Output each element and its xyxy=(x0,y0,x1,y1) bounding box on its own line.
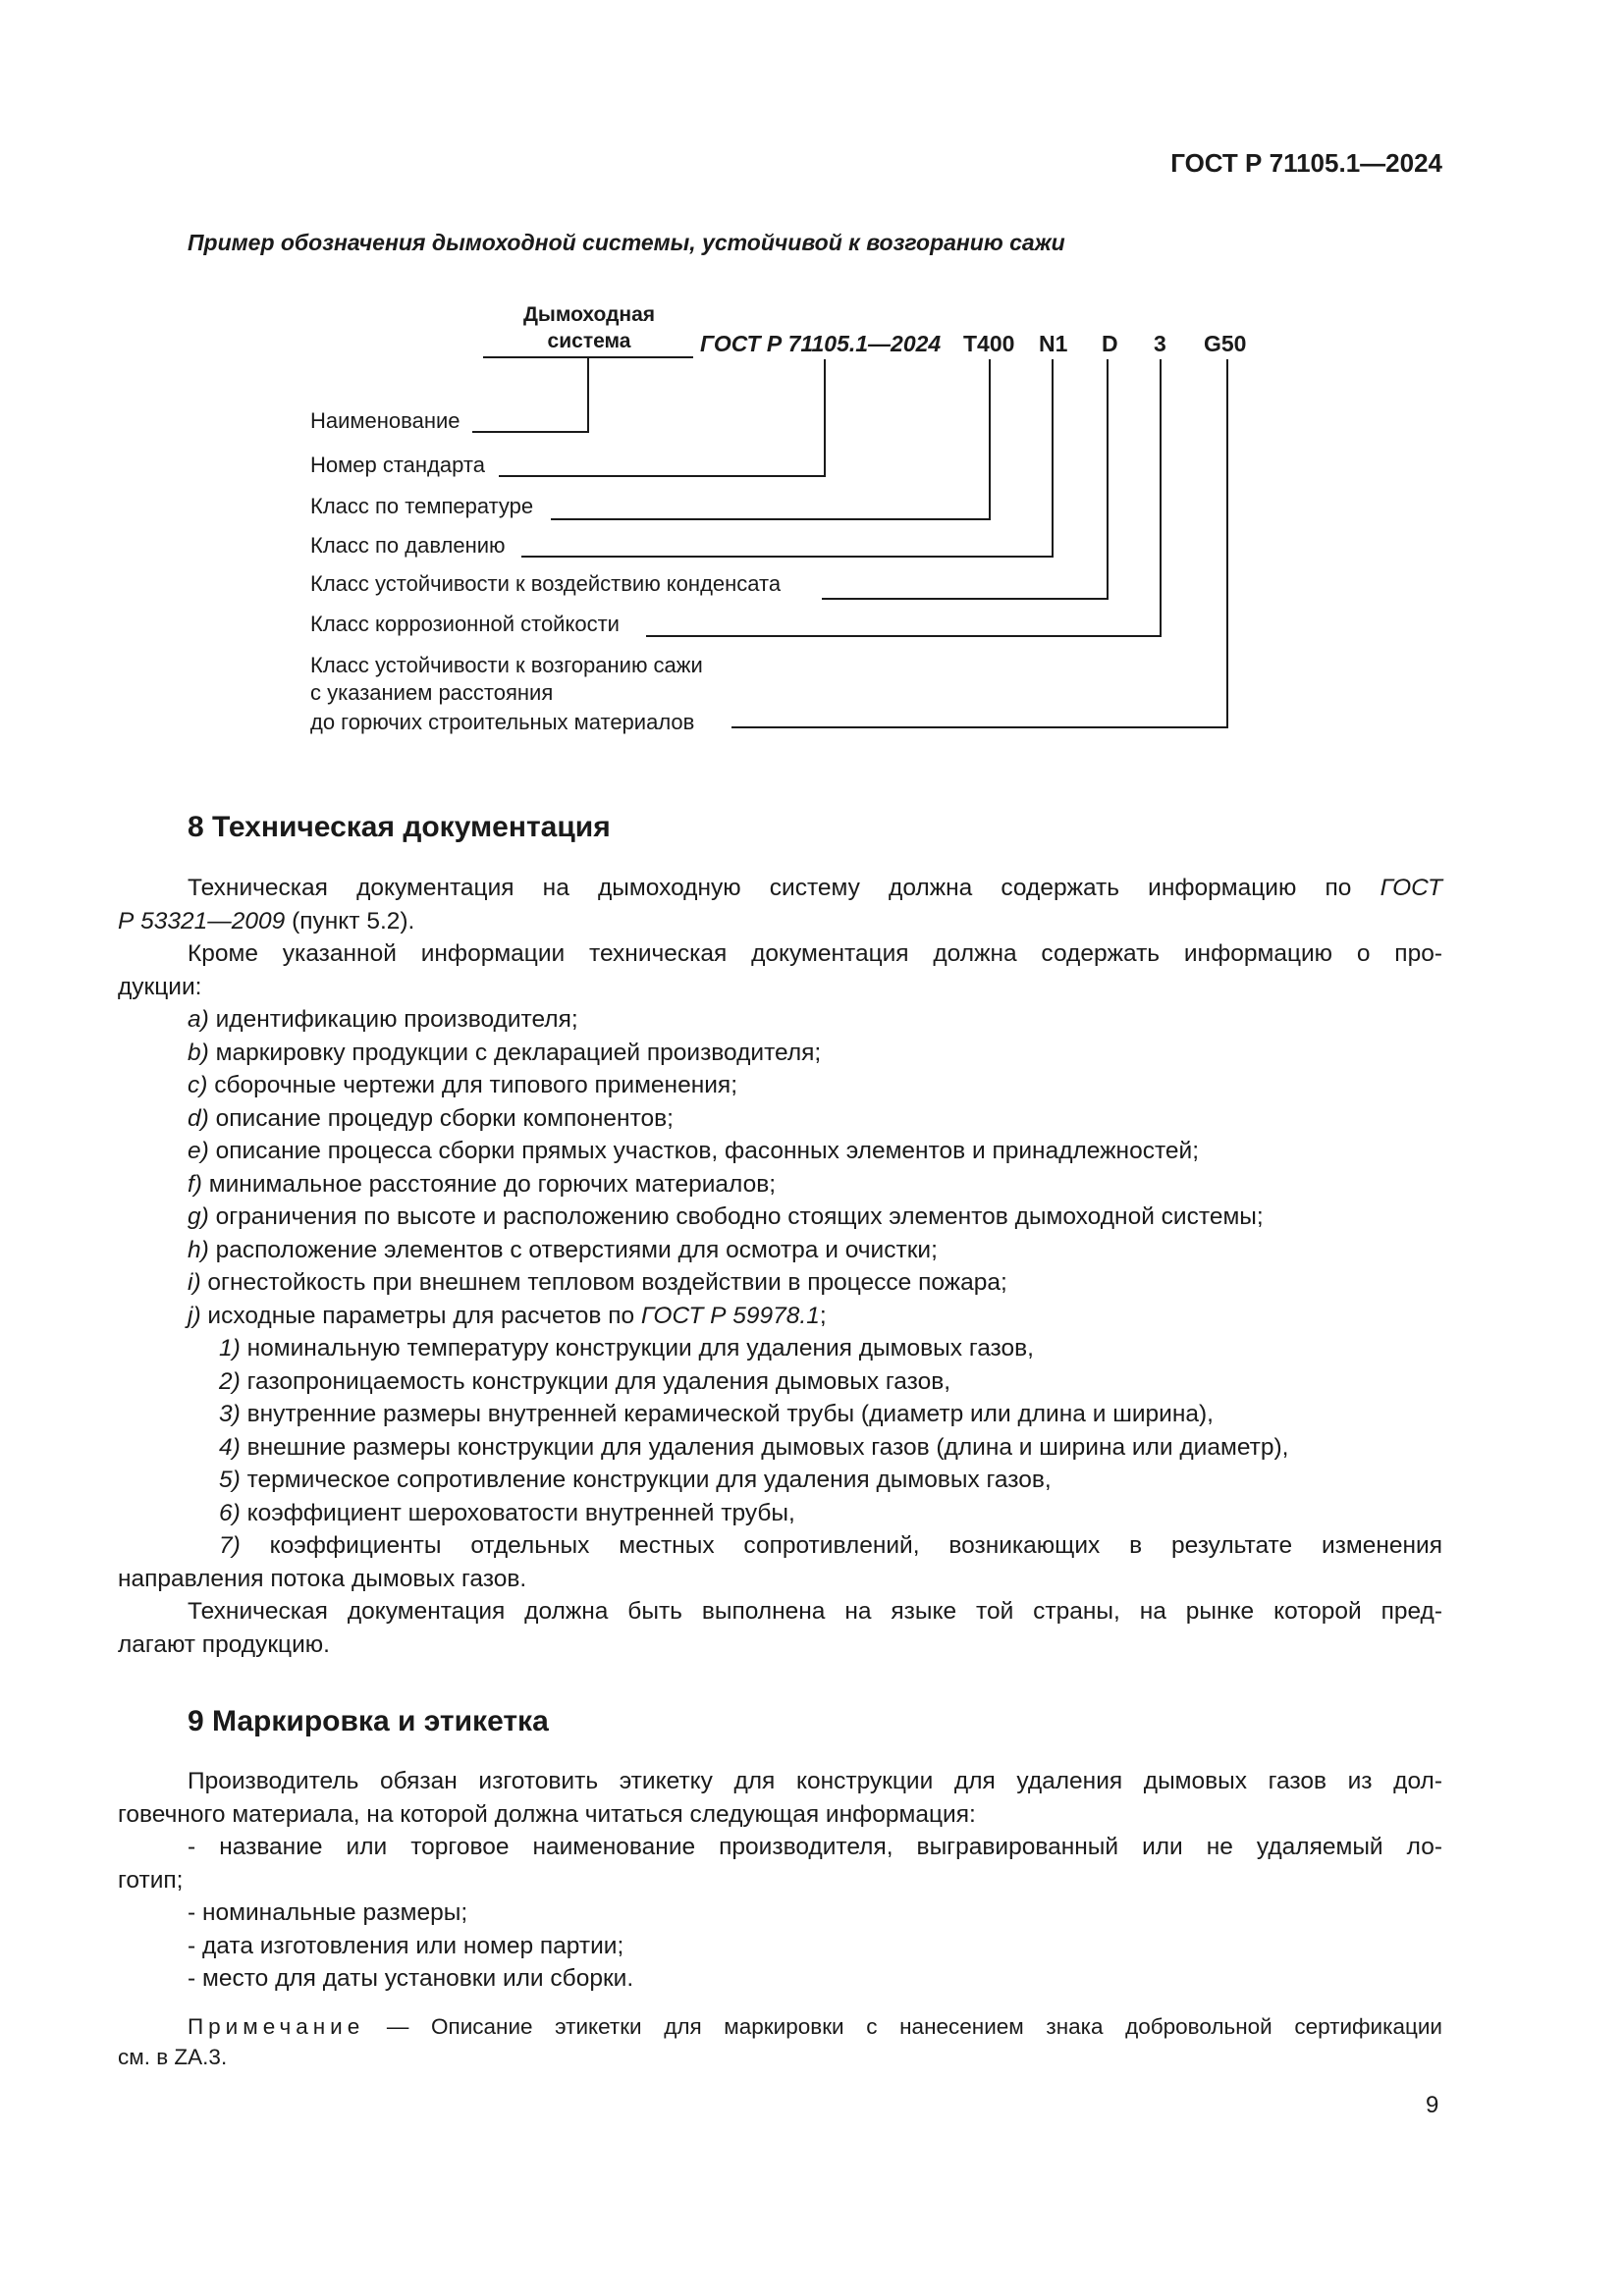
text-segment: дукции: xyxy=(118,973,202,1000)
designation-diagram xyxy=(0,0,1624,785)
dash-line xyxy=(118,1962,1442,1996)
label-soot-1: Класс устойчивости к возгоранию сажи xyxy=(310,653,703,677)
code-pressure: N1 xyxy=(1039,331,1068,356)
text-segment: ограничения по высоте и расположению свободно стоящих элементов дымоходной системы; xyxy=(215,1203,1264,1230)
item-line xyxy=(118,1201,1442,1234)
list-marker: d) xyxy=(188,1104,209,1132)
item-line xyxy=(118,1234,1442,1267)
paragraph-line xyxy=(118,1765,1442,1798)
item-line xyxy=(118,1069,1442,1102)
label-corrosion: Класс коррозионной стойкости xyxy=(310,612,620,636)
code-corrosion: 3 xyxy=(1154,331,1166,356)
note-line xyxy=(118,2011,1442,2042)
note xyxy=(118,2011,1442,2072)
list-marker: - xyxy=(188,1932,196,1959)
subitem-line xyxy=(118,1365,1442,1399)
text-segment: огнестойкость при внешнем тепловом воздействии в процессе пожара; xyxy=(207,1269,1007,1296)
label-temperature: Класс по температуре xyxy=(310,494,534,518)
item-line xyxy=(118,1300,1442,1333)
list-marker: c) xyxy=(188,1072,208,1098)
dash-line xyxy=(118,1864,1442,1897)
section-9-heading: 9 Маркировка и этикетка xyxy=(188,1705,549,1737)
list-marker: - xyxy=(188,1834,196,1860)
document-code-header: ГОСТ Р 71105.1—2024 xyxy=(1170,148,1442,178)
text-segment: описание процесса сборки прямых участков, фасонных элементов и принадлежностей; xyxy=(215,1138,1200,1164)
text-segment: расположение элементов с отверстиями для осмотра и очистки; xyxy=(215,1236,938,1263)
paragraph-line xyxy=(118,1595,1442,1629)
paragraph-line xyxy=(118,937,1442,971)
list-marker: j) xyxy=(188,1302,201,1329)
list-marker: 5) xyxy=(219,1467,241,1493)
list-marker: 2) xyxy=(219,1367,241,1395)
item-line xyxy=(118,1135,1442,1168)
text-segment: см. в ZA.3. xyxy=(118,2045,228,2069)
list-marker: a) xyxy=(188,1006,209,1033)
example-title: Пример обозначения дымоходной системы, устойчивой к возгоранию сажи xyxy=(188,230,1065,255)
text-segment: внутренние размеры внутренней керамической трубы (диаметр или длина и ширина), xyxy=(246,1401,1214,1427)
text-segment: Производитель обязан изготовить этикетку для конструкции для удаления дымовых газов из дол- xyxy=(188,1768,1442,1794)
label-soot-3: до горючих строительных материалов xyxy=(310,710,695,734)
text-segment: говечного материала, на которой должна читаться следующая информация: xyxy=(118,1800,976,1828)
text-segment: термическое сопротивление конструкции для удаления дымовых газов, xyxy=(246,1467,1052,1493)
list-marker: b) xyxy=(188,1039,209,1066)
subitem-line xyxy=(118,1464,1442,1497)
paragraph-line xyxy=(118,1798,1442,1832)
dash-line xyxy=(118,1896,1442,1930)
item-line xyxy=(118,1037,1442,1070)
subitem-line xyxy=(118,1398,1442,1431)
list-marker: g) xyxy=(188,1203,209,1230)
list-marker: e) xyxy=(188,1138,209,1164)
leader-name xyxy=(472,357,588,432)
item-line xyxy=(118,1168,1442,1201)
text-segment: направления потока дымовых газов. xyxy=(118,1565,527,1592)
standard-code: ГОСТ Р 71105.1—2024 xyxy=(700,331,942,356)
list-marker: i) xyxy=(188,1269,201,1296)
reference-text: Р 53321—2009 xyxy=(118,907,286,934)
item-line xyxy=(118,1102,1442,1136)
text-segment: название или торговое наименование производителя, выгравированный или не удаляемый ло- xyxy=(219,1834,1442,1860)
text-segment: внешние размеры конструкции для удаления дымовых газов (длина и ширина или диаметр), xyxy=(246,1433,1289,1461)
paragraph-line xyxy=(118,971,1442,1004)
note-line xyxy=(118,2042,1442,2072)
dash-line xyxy=(118,1831,1442,1864)
text-segment: Техническая документация должна быть выполнена на языке той страны, на рынке которой пред- xyxy=(188,1598,1442,1625)
reference-text: ГОСТ xyxy=(1380,875,1442,901)
paragraph-line xyxy=(118,905,1442,938)
list-marker: h) xyxy=(188,1236,209,1263)
subitem-line xyxy=(118,1563,1442,1596)
list-marker: 3) xyxy=(219,1401,241,1427)
list-marker: f) xyxy=(188,1170,202,1198)
page-number: 9 xyxy=(1426,2092,1439,2118)
code-temperature: T400 xyxy=(963,331,1015,356)
section-9-body xyxy=(118,1765,1442,1996)
label-name: Наименование xyxy=(310,408,460,433)
section-8-body xyxy=(118,872,1442,1661)
label-soot-2: с указанием расстояния xyxy=(310,680,554,705)
text-segment: лагают продукцию. xyxy=(118,1630,330,1658)
text-segment: минимальное расстояние до горючих материалов; xyxy=(208,1170,777,1198)
list-marker: 4) xyxy=(219,1433,241,1461)
text-segment: ; xyxy=(819,1302,827,1329)
text-segment: дата изготовления или номер партии; xyxy=(201,1932,624,1959)
list-marker: 7) xyxy=(219,1532,241,1559)
text-segment: идентификацию производителя; xyxy=(215,1006,578,1033)
paragraph-line xyxy=(118,1629,1442,1662)
leader-condensate xyxy=(822,359,1108,599)
text-segment: Техническая документация на дымоходную систему должна содержать информацию по xyxy=(188,875,1380,901)
list-marker: - xyxy=(188,1899,196,1926)
leader-soot xyxy=(731,359,1227,727)
item-line xyxy=(118,1003,1442,1037)
list-marker: Примечание xyxy=(188,2014,365,2039)
paragraph-line xyxy=(118,872,1442,905)
code-soot: G50 xyxy=(1204,331,1247,356)
label-condensate: Класс устойчивости к воздействию конденсата xyxy=(310,571,782,596)
subitem-line xyxy=(118,1497,1442,1530)
label-standard: Номер стандарта xyxy=(310,453,485,477)
top-label-2: система xyxy=(547,330,631,352)
list-marker: 6) xyxy=(219,1499,241,1526)
text-segment: (пункт 5.2). xyxy=(285,907,415,934)
section-8-heading: 8 Техническая документация xyxy=(188,811,611,843)
subitem-line xyxy=(118,1529,1442,1563)
text-segment: номинальные размеры; xyxy=(201,1899,468,1926)
reference-text: ГОСТ Р 59978.1 xyxy=(640,1302,820,1329)
leader-standard xyxy=(499,359,825,476)
text-segment: коэффициенты отдельных местных сопротивлений, возникающих в результате изменения xyxy=(269,1532,1443,1559)
text-segment: сборочные чертежи для типового применения; xyxy=(214,1072,738,1098)
leader-pressure xyxy=(521,359,1053,557)
text-segment: коэффициент шероховатости внутренней трубы, xyxy=(246,1499,795,1526)
label-pressure: Класс по давлению xyxy=(310,533,506,558)
text-segment: газопроницаемость конструкции для удаления дымовых газов, xyxy=(246,1367,951,1395)
text-segment: готип; xyxy=(118,1866,184,1894)
top-label-1: Дымоходная xyxy=(522,303,656,326)
leader-temperature xyxy=(551,359,990,519)
text-segment: исходные параметры для расчетов по xyxy=(207,1302,641,1329)
list-marker: - xyxy=(188,1965,196,1992)
text-segment: — Описание этикетки для маркировки с нанесением знака добровольной сертификации xyxy=(386,2014,1442,2039)
code-condensate: D xyxy=(1102,331,1118,356)
text-segment: Кроме указанной информации техническая документация должна содержать информацию о про- xyxy=(188,940,1442,967)
subitem-line xyxy=(118,1332,1442,1365)
subitem-line xyxy=(118,1431,1442,1465)
text-segment: маркировку продукции с декларацией производителя; xyxy=(215,1039,822,1066)
dash-line xyxy=(118,1930,1442,1963)
text-segment: номинальную температуру конструкции для удаления дымовых газов, xyxy=(246,1335,1034,1362)
text-segment: описание процедур сборки компонентов; xyxy=(215,1104,674,1132)
list-marker: 1) xyxy=(219,1335,241,1362)
text-segment: место для даты установки или сборки. xyxy=(201,1965,634,1992)
item-line xyxy=(118,1266,1442,1300)
